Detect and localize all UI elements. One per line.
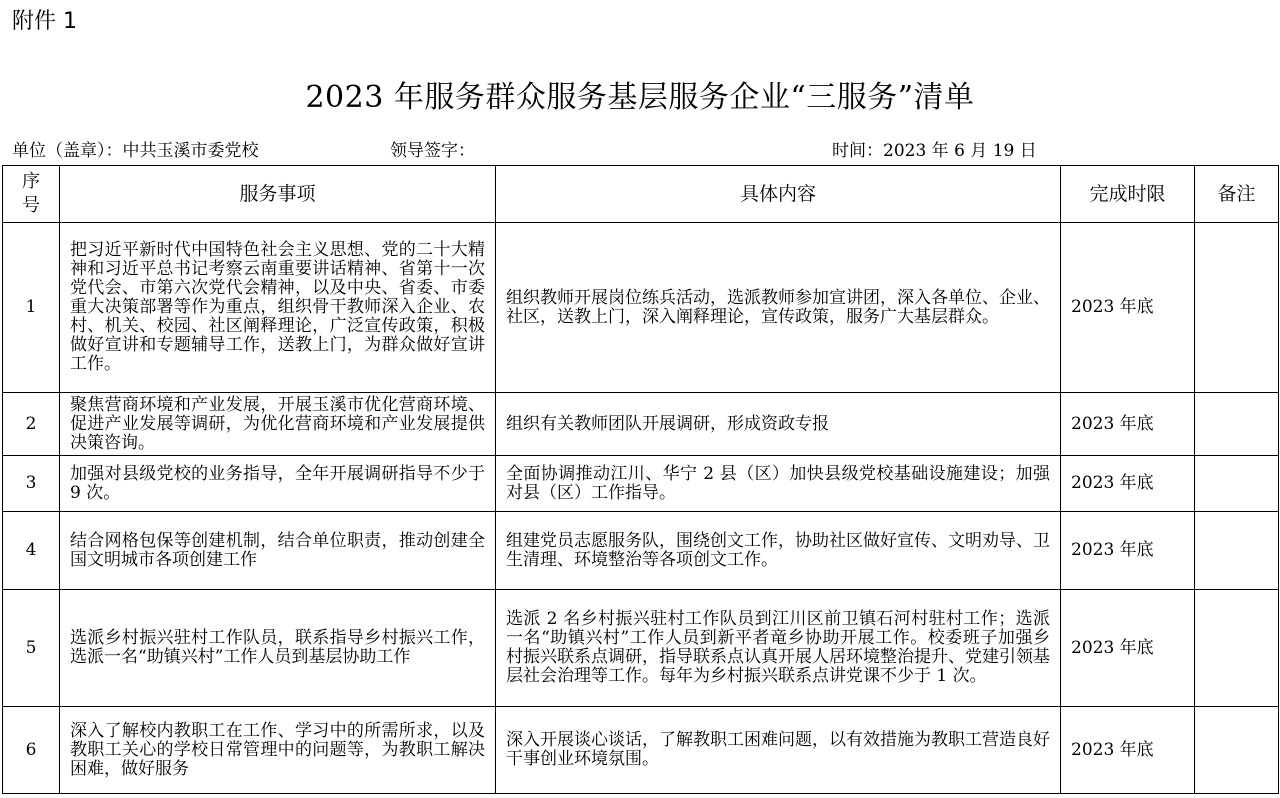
date-line: 时间：2023 年 6 月 19 日 xyxy=(832,141,1037,161)
table-row xyxy=(3,393,1279,456)
header-deadline: 完成时限 xyxy=(1061,166,1195,223)
header-content: 具体内容 xyxy=(496,166,1061,223)
row-content: 全面协调推动江川、华宁 2 县（区）加快县级党校基础设施建设；加强对县（区）工作指导。 xyxy=(496,456,1061,512)
row-item: 结合网格包保等创建机制，结合单位职责，推动创建全国文明城市各项创建工作 xyxy=(60,512,496,590)
row-deadline: 2023 年底 xyxy=(1061,707,1195,794)
row-item: 加强对县级党校的业务指导，全年开展调研指导不少于 9 次。 xyxy=(60,456,496,512)
row-remark xyxy=(1195,590,1279,707)
row-deadline: 2023 年底 xyxy=(1061,590,1195,707)
table-row xyxy=(3,223,1279,393)
table-row xyxy=(3,590,1279,707)
unit-seal-line: 单位（盖章）：中共玉溪市委党校 xyxy=(12,141,259,161)
table-row xyxy=(3,512,1279,590)
service-list-table xyxy=(2,165,1279,794)
row-no: 6 xyxy=(3,707,60,794)
row-content: 组建党员志愿服务队，围绕创文工作，协助社区做好宣传、文明劝导、卫生清理、环境整治等各项创文工作。 xyxy=(496,512,1061,590)
header-remark: 备注 xyxy=(1195,166,1279,223)
row-remark xyxy=(1195,707,1279,794)
row-remark xyxy=(1195,456,1279,512)
row-remark xyxy=(1195,512,1279,590)
attachment-label: 附件 1 xyxy=(12,9,77,34)
row-content: 深入开展谈心谈话，了解教职工困难问题，以有效措施为教职工营造良好干事创业环境氛围。 xyxy=(496,707,1061,794)
row-item: 深入了解校内教职工在工作、学习中的所需所求，以及教职工关心的学校日常管理中的问题等，为教职工解决困难，做好服务 xyxy=(60,707,496,794)
row-deadline: 2023 年底 xyxy=(1061,512,1195,590)
table-header-row xyxy=(3,166,1279,223)
row-no: 4 xyxy=(3,512,60,590)
row-remark xyxy=(1195,223,1279,393)
row-deadline: 2023 年底 xyxy=(1061,393,1195,456)
row-content: 组织有关教师团队开展调研，形成资政专报 xyxy=(496,393,1061,456)
row-content: 选派 2 名乡村振兴驻村工作队员到江川区前卫镇石河村驻村工作；选派一名“助镇兴村”工作人员到新平者竜乡协助开展工作。校委班子加强乡村振兴联系点调研，指导联系点认真开展人居环境整治提升、党建引领基层社会治理等工作。每年为乡村振兴联系点讲党课不少于 1 次。 xyxy=(496,590,1061,707)
row-item: 选派乡村振兴驻村工作队员，联系指导乡村振兴工作，选派一名“助镇兴村”工作人员到基层协助工作 xyxy=(60,590,496,707)
row-deadline: 2023 年底 xyxy=(1061,456,1195,512)
table-row xyxy=(3,456,1279,512)
row-item: 聚焦营商环境和产业发展，开展玉溪市优化营商环境、促进产业发展等调研，为优化营商环境和产业发展提供决策咨询。 xyxy=(60,393,496,456)
leader-signature-line: 领导签字： xyxy=(390,141,475,161)
table-row xyxy=(3,707,1279,794)
row-no: 1 xyxy=(3,223,60,393)
row-deadline: 2023 年底 xyxy=(1061,223,1195,393)
row-content: 组织教师开展岗位练兵活动，选派教师参加宣讲团，深入各单位、企业、社区，送教上门，深入阐释理论，宣传政策，服务广大基层群众。 xyxy=(496,223,1061,393)
row-item: 把习近平新时代中国特色社会主义思想、党的二十大精神和习近平总书记考察云南重要讲话精神、省第十一次党代会、市第六次党代会精神，以及中央、省委、市委重大决策部署等作为重点，组织骨干教师深入企业、农村、机关、校园、社区阐释理论，广泛宣传政策，积极做好宣讲和专题辅导工作，送教上门，为群众做好宣讲工作。 xyxy=(60,223,496,393)
row-no: 2 xyxy=(3,393,60,456)
document-title: 2023 年服务群众服务基层服务企业“三服务”清单 xyxy=(305,80,975,115)
row-no: 3 xyxy=(3,456,60,512)
header-item: 服务事项 xyxy=(60,166,496,223)
row-no: 5 xyxy=(3,590,60,707)
row-remark xyxy=(1195,393,1279,456)
header-no: 序号 xyxy=(3,166,60,223)
